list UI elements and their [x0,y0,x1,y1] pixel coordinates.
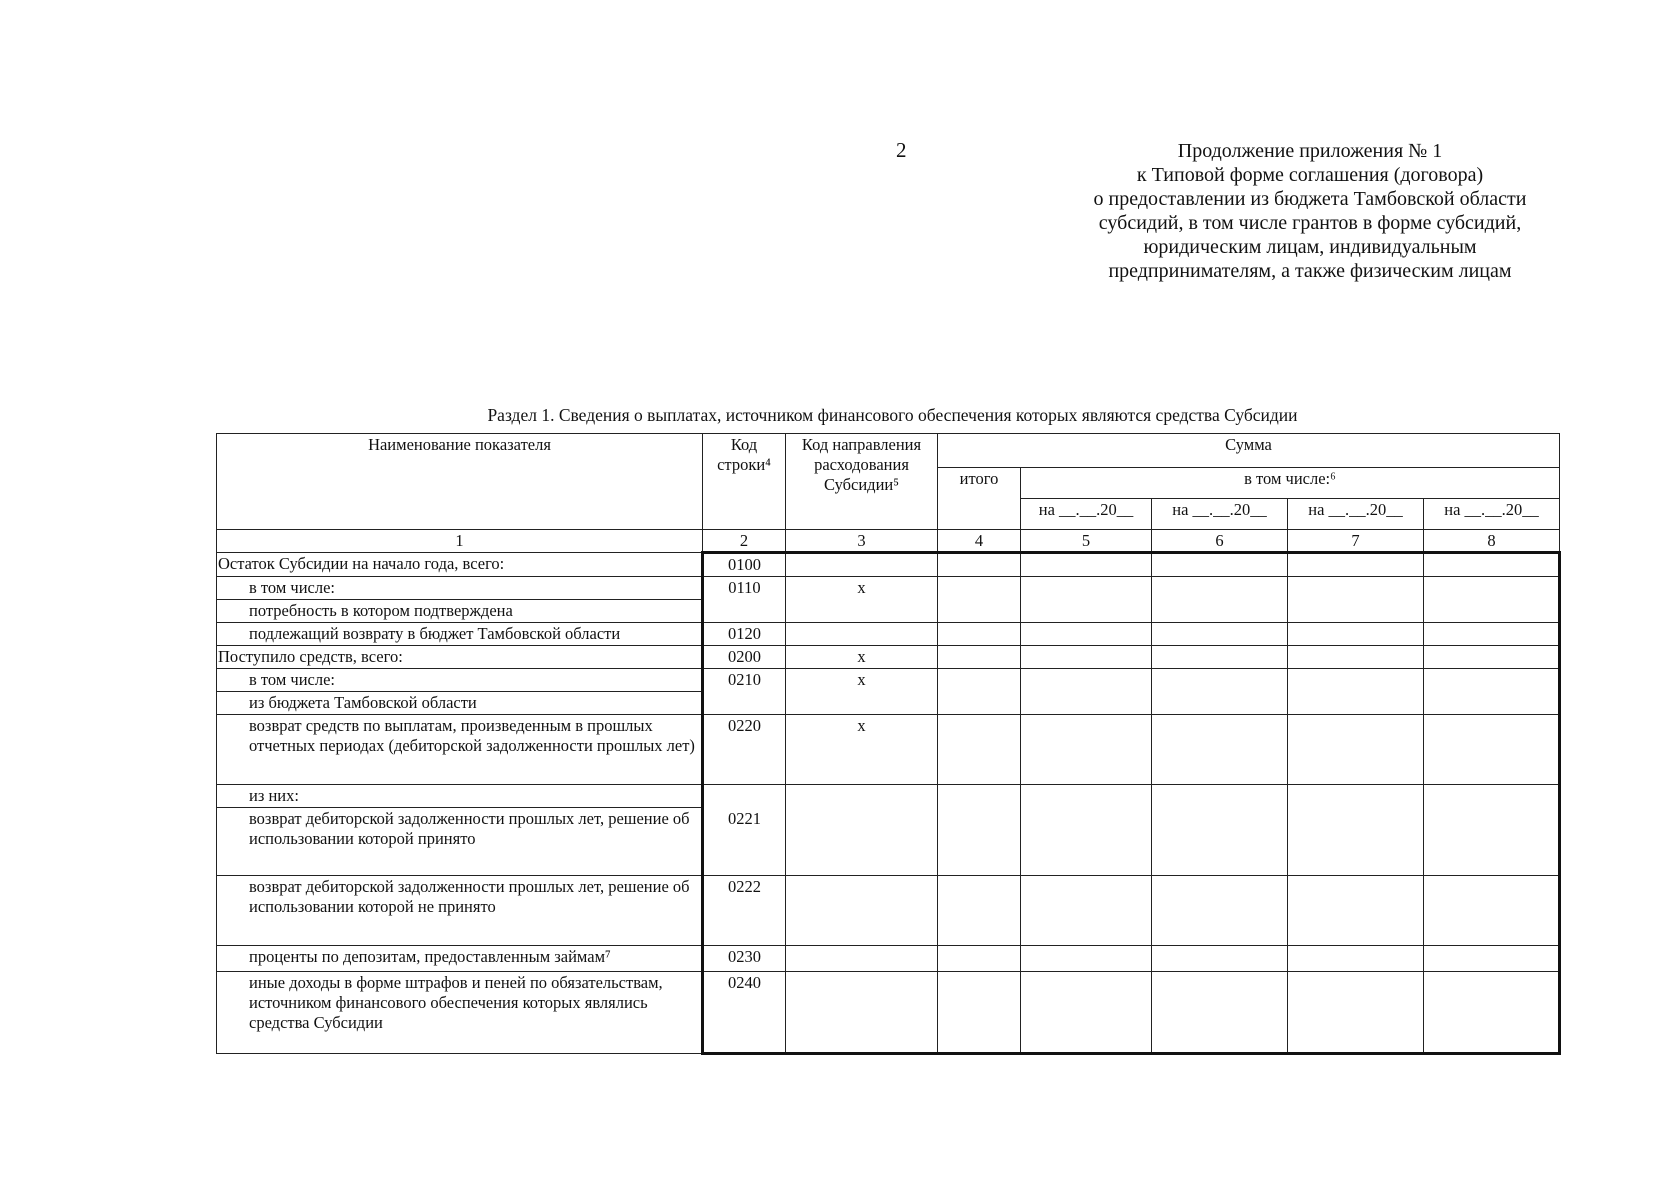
value-cell [1424,785,1560,876]
row-name: Остаток Субсидии на начало года, всего: [217,553,703,577]
value-cell [1152,646,1288,669]
header-line: юридическим лицам, индивидуальным [1143,236,1477,258]
header-line: к Типовой форме соглашения (договора) [1136,164,1484,186]
header-direction-line: Код направления [801,435,922,454]
table-row [217,785,1560,808]
row-code: 0120 [703,623,786,646]
value-cell [1021,553,1152,577]
value-cell [1288,623,1424,646]
row-code: 0200 [703,646,786,669]
table-row [217,669,1560,692]
value-cell [1288,946,1424,972]
row-name: Поступило средств, всего: [217,646,703,669]
row-name: в том числе: [217,669,703,692]
row-code: 0110 [703,577,786,623]
row-code: 0222 [703,876,786,946]
row-code: 0210 [703,669,786,715]
row-name: в том числе: [217,577,703,600]
row-direction [786,553,938,577]
row-name: из них: [217,785,703,808]
table-row [217,623,1560,646]
column-number: 5 [1021,530,1152,553]
header-line: предпринимателям, а также физическим лицам [1108,260,1512,282]
value-cell [1021,946,1152,972]
table-row [217,646,1560,669]
row-code: 0240 [703,972,786,1054]
table-row [217,715,1560,785]
value-cell [1152,876,1288,946]
table-row [217,972,1560,1054]
section-title: Раздел 1. Сведения о выплатах, источником финансового обеспечения которых являются средства Субсидии [487,405,1298,425]
value-cell [1021,785,1152,876]
value-cell [1152,623,1288,646]
table-row [217,946,1560,972]
row-name: потребность в котором подтверждена [217,600,703,623]
value-cell [938,577,1021,623]
value-cell [1424,876,1560,946]
row-code: 0230 [703,946,786,972]
value-cell [1152,669,1288,715]
page-number: 2 [896,138,907,162]
value-cell [1424,669,1560,715]
header-direction-line: Субсидии⁵ [824,475,899,494]
value-cell [1021,715,1152,785]
appendix-header [1030,139,1590,283]
header-code [703,434,786,530]
value-cell [938,553,1021,577]
value-cell [938,715,1021,785]
value-cell [1288,577,1424,623]
row-name: проценты по депозитам, предоставленным займам⁷ [217,946,703,972]
value-cell [1288,785,1424,876]
header-date-col: на __.__.20__ [1021,499,1152,530]
payments-table [216,433,1561,1055]
value-cell [938,972,1021,1054]
header-including: в том числе:⁶ [1021,468,1560,499]
value-cell [938,623,1021,646]
value-cell [1424,577,1560,623]
header-date-col: на __.__.20__ [1288,499,1424,530]
value-cell [1152,577,1288,623]
header-line: субсидий, в том числе грантов в форме субсидий, [1098,212,1522,234]
row-name: подлежащий возврату в бюджет Тамбовской области [217,623,703,646]
value-cell [1021,972,1152,1054]
header-direction [786,434,938,530]
value-cell [1288,876,1424,946]
value-cell [1021,577,1152,623]
table-row [217,577,1560,600]
value-cell [1288,553,1424,577]
row-direction: x [786,646,938,669]
row-name: иные доходы в форме штрафов и пеней по обязательствам, источником финансового обеспечения которых являлись средства Субсидии [217,972,703,1054]
row-name: возврат дебиторской задолженности прошлых лет, решение об использовании которой не принято [217,876,703,946]
value-cell [1424,715,1560,785]
row-code: 0221 [703,785,786,876]
row-direction [786,946,938,972]
header-line: Продолжение приложения № 1 [1177,140,1443,162]
value-cell [1424,646,1560,669]
table-row [217,876,1560,946]
value-cell [1152,972,1288,1054]
table-row [217,553,1560,577]
row-direction [786,972,938,1054]
row-direction [786,623,938,646]
value-cell [1021,646,1152,669]
row-direction [786,876,938,946]
header-direction-line: расходования [814,455,909,474]
value-cell [938,876,1021,946]
row-direction: x [786,715,938,785]
column-number: 2 [703,530,786,553]
row-code: 0100 [703,553,786,577]
value-cell [1021,669,1152,715]
value-cell [1288,646,1424,669]
column-number: 6 [1152,530,1288,553]
value-cell [1424,946,1560,972]
header-line: о предоставлении из бюджета Тамбовской области [1093,188,1527,210]
value-cell [938,946,1021,972]
value-cell [1152,946,1288,972]
row-name: из бюджета Тамбовской области [217,692,703,715]
row-code: 0220 [703,715,786,785]
value-cell [938,785,1021,876]
header-date-col: на __.__.20__ [1424,499,1560,530]
header-date-col: на __.__.20__ [1152,499,1288,530]
header-total: итого [938,468,1021,530]
row-name: возврат средств по выплатам, произведенным в прошлых отчетных периодах (дебиторской задолженности прошлых лет) [217,715,703,785]
column-number: 3 [786,530,938,553]
value-cell [1424,553,1560,577]
value-cell [1288,669,1424,715]
value-cell [1424,972,1560,1054]
row-direction [786,785,938,876]
value-cell [1288,972,1424,1054]
value-cell [1152,785,1288,876]
value-cell [1021,623,1152,646]
value-cell [938,646,1021,669]
column-number: 4 [938,530,1021,553]
column-number: 1 [217,530,703,553]
header-code-line: Код [730,435,758,454]
column-number: 8 [1424,530,1560,553]
header-name: Наименование показателя [217,434,703,530]
value-cell [1288,715,1424,785]
value-cell [1152,715,1288,785]
value-cell [1424,623,1560,646]
row-direction: x [786,669,938,715]
header-code-line: строки⁴ [717,455,771,474]
value-cell [1021,876,1152,946]
column-number: 7 [1288,530,1424,553]
value-cell [938,669,1021,715]
row-name: возврат дебиторской задолженности прошлых лет, решение об использовании которой принято [217,808,703,876]
value-cell [1152,553,1288,577]
row-direction: x [786,577,938,623]
header-sum: Сумма [938,434,1560,468]
